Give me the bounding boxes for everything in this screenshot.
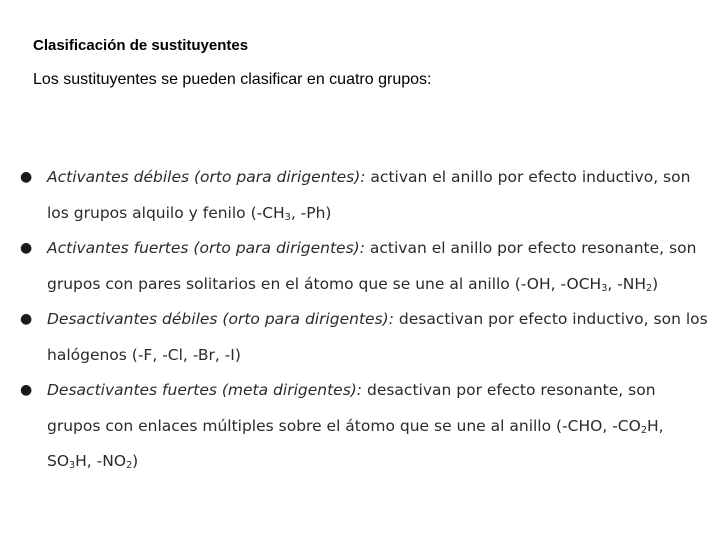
item-description-cont: H, -NO	[75, 452, 127, 470]
item-description: desactivan por efecto resonante, son grupos con enlaces múltiples sobre el átomo que se une al anillo (-CHO, -CO	[47, 381, 656, 435]
subscript: 3	[69, 459, 76, 471]
item-title: Desactivantes fuertes (meta dirigentes):	[47, 381, 363, 399]
list-item-strong-activators	[20, 231, 710, 302]
subscript: 2	[646, 282, 653, 294]
item-description: activan el anillo por efecto inductivo, son los grupos alquilo y fenilo (-CH	[47, 168, 691, 222]
item-title: Desactivantes débiles (orto para dirigentes):	[47, 310, 394, 328]
bullet-icon: ●	[20, 311, 33, 327]
item-description-cont: H, SO	[47, 416, 664, 470]
bullet-icon: ●	[20, 382, 33, 398]
item-description-end: )	[132, 452, 139, 470]
intro-text: Los sustituyentes se pueden clasificar en cuatro grupos:	[33, 71, 432, 88]
subscript: 3	[284, 211, 291, 223]
item-description: activan el anillo por efecto resonante, son grupos con pares solitarios en el átomo que se une al anillo (-OH, -OCH	[47, 239, 697, 293]
item-description-cont: , -Ph)	[290, 203, 332, 222]
item-description: desactivan por efecto inductivo, son los halógenos (-F, -Cl, -Br, -I)	[47, 310, 708, 364]
list-item-weak-deactivators	[20, 302, 710, 373]
item-title: Activantes débiles (orto para dirigentes):	[47, 168, 366, 186]
list-item-strong-deactivators	[20, 373, 710, 480]
subscript: 2	[640, 424, 647, 436]
list-item-weak-activators	[20, 160, 710, 231]
item-title: Activantes fuertes (orto para dirigentes):	[47, 239, 365, 257]
subscript: 3	[601, 282, 608, 294]
bullet-icon: ●	[20, 169, 33, 185]
substituent-list	[20, 160, 710, 480]
slide-title: Clasificación de sustituyentes	[33, 37, 249, 54]
bullet-icon: ●	[20, 240, 33, 256]
item-description-cont: , -NH	[607, 274, 647, 293]
subscript: 2	[126, 459, 133, 471]
item-description-end: )	[652, 274, 659, 293]
